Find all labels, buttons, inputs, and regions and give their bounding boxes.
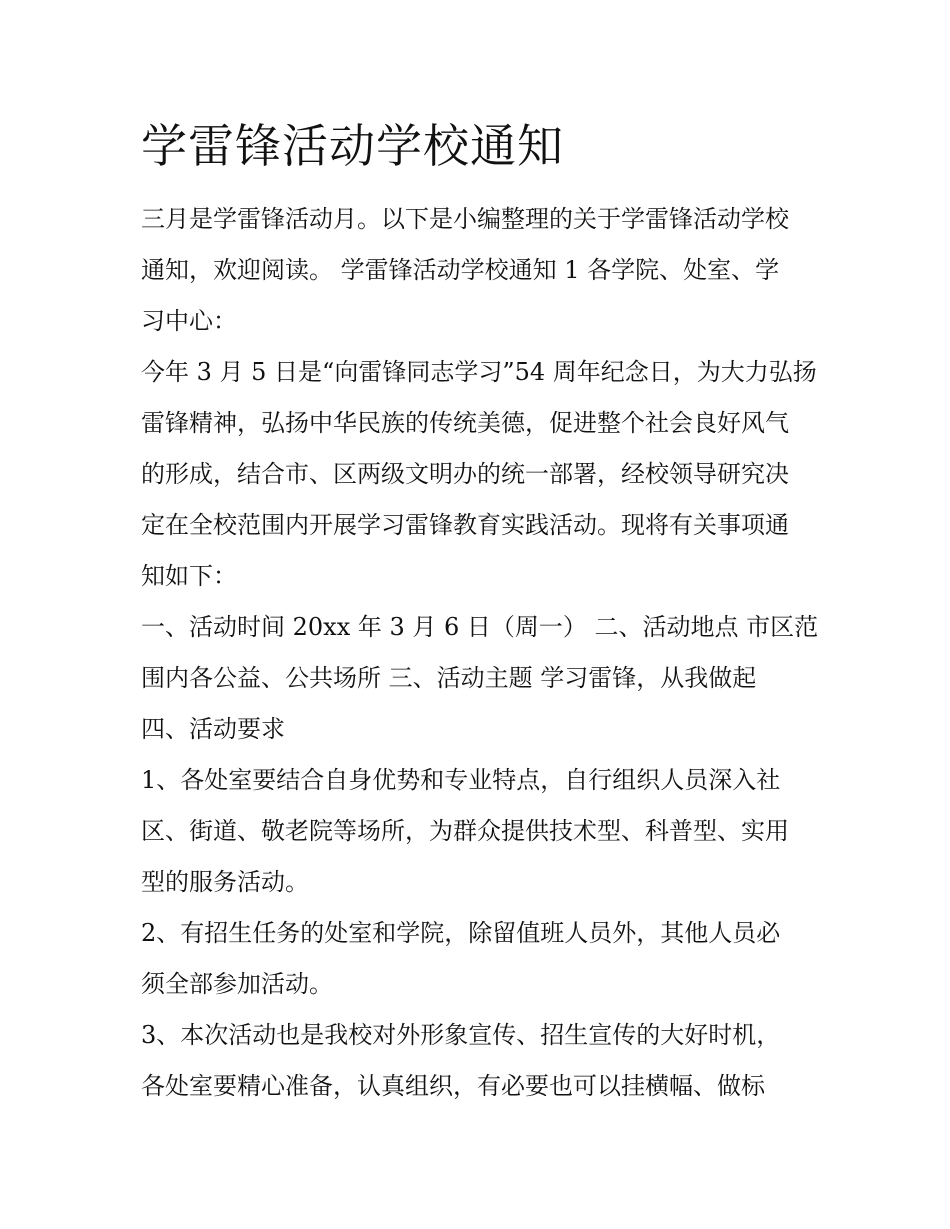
text-line: 区、街道、敬老院等场所，为群众提供技术型、科普型、实用 [141, 817, 789, 845]
text-line: 的形成，结合市、区两级文明办的统一部署，经校领导研究决 [141, 460, 789, 488]
text-line: 围内各公益、公共场所 三、活动主题 学习雷锋，从我做起 [141, 664, 757, 692]
text-line: 一、活动时间 20xx 年 3 月 6 日（周一） 二、活动地点 市区范 [141, 613, 819, 641]
text-line: 1、各处室要结合自身优势和专业特点，自行组织人员深入社 [141, 766, 781, 794]
paragraph-activity-details [141, 602, 821, 755]
text-line: 2、有招生任务的处室和学院，除留值班人员外，其他人员必 [141, 919, 781, 947]
document-title: 学雷锋活动学校通知 [141, 119, 564, 173]
text-line: 知如下： [141, 562, 237, 590]
paragraph-requirement-1 [141, 755, 821, 908]
text-line: 今年 3 月 5 日是“向雷锋同志学习”54 周年纪念日，为大力弘扬 [141, 358, 817, 386]
paragraph-intro [141, 194, 821, 347]
paragraph-requirement-2 [141, 908, 821, 1010]
text-line: 雷锋精神，弘扬中华民族的传统美德，促进整个社会良好风气 [141, 409, 789, 437]
text-line: 三月是学雷锋活动月。以下是小编整理的关于学雷锋活动学校 [141, 205, 789, 233]
document-page [141, 112, 821, 1112]
paragraph-requirement-3 [141, 1010, 821, 1112]
text-line: 习中心： [141, 307, 237, 335]
text-line: 型的服务活动。 [141, 868, 309, 896]
text-line: 3、本次活动也是我校对外形象宣传、招生宣传的大好时机， [141, 1021, 781, 1049]
text-line: 四、活动要求 [141, 715, 285, 743]
text-line: 通知，欢迎阅读。 学雷锋活动学校通知 1 各学院、处室、学 [141, 256, 780, 284]
text-line: 各处室要精心准备，认真组织，有必要也可以挂横幅、做标 [141, 1072, 765, 1100]
paragraph-background [141, 347, 821, 602]
text-line: 须全部参加活动。 [141, 970, 333, 998]
text-line: 定在全校范围内开展学习雷锋教育实践活动。现将有关事项通 [141, 511, 789, 539]
